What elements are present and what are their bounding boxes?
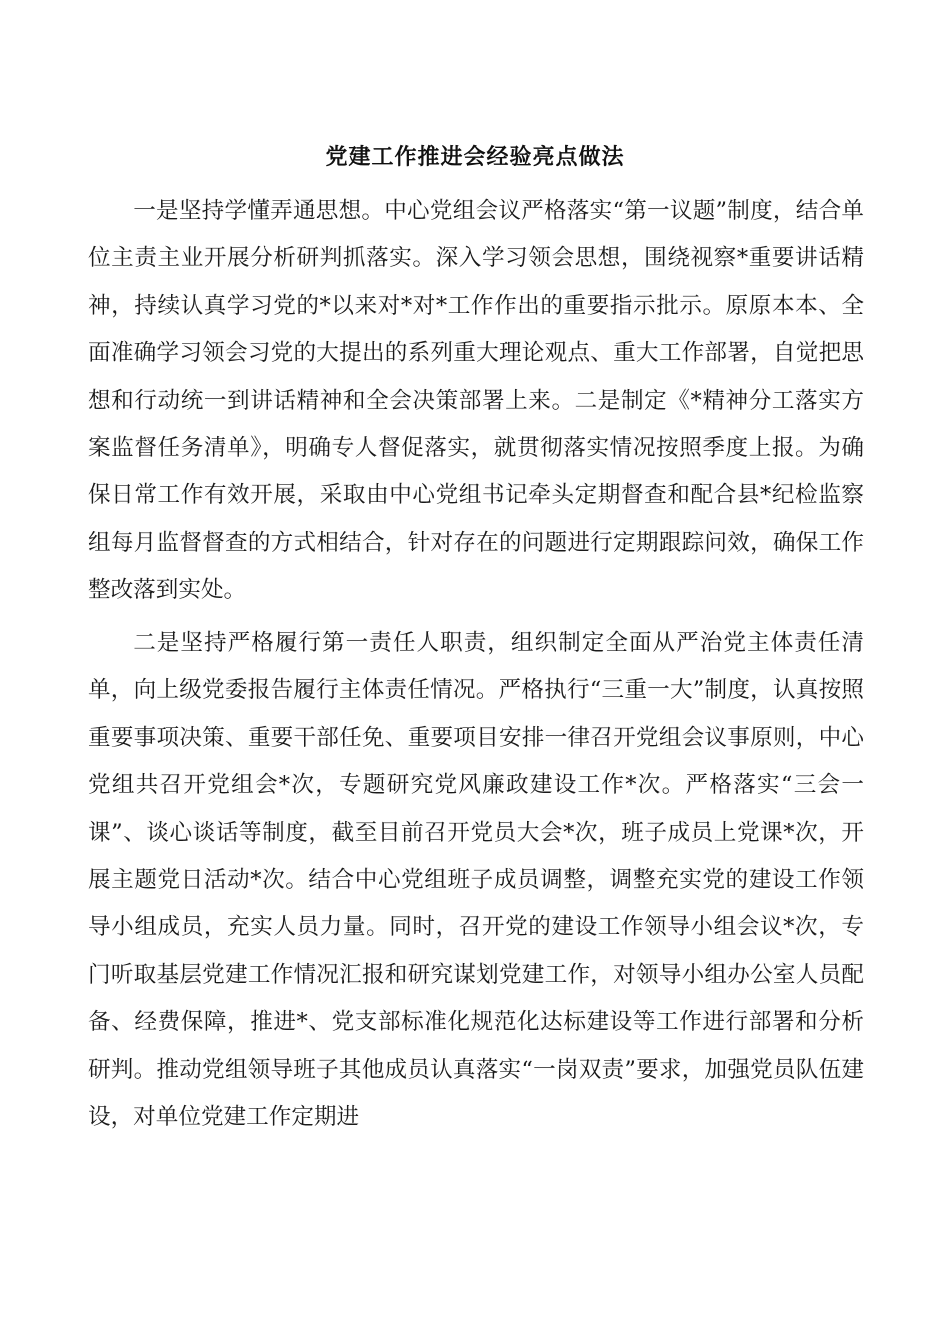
paragraph-1: 一是坚持学懂弄通思想。中心党组会议严格落实“第一议题”制度，结合单位主责主业开展分析研判抓落实。深入学习领会思想，围绕视察*重要讲话精神，持续认真学习党的*以来对*对*工作作出的重要指示批示。原原本本、全面准确学习领会习党的大提出的系列重大理论观点、重大工作部署，自觉把思想和行动统一到讲话精神和全会决策部署上来。二是制定《*精神分工落实方案监督任务清单》，明确专人督促落实，就贯彻落实情况按照季度上报。为确保日常工作有效开展，采取由中心党组书记牵头定期督查和配合县*纪检监察组每月监督督查的方式相结合，针对存在的问题进行定期跟踪问效，确保工作整改落到实处。 [88,198,864,604]
paragraph-2: 二是坚持严格履行第一责任人职责，组织制定全面从严治党主体责任清单，向上级党委报告履行主体责任情况。严格执行“三重一大”制度，认真按照重要事项决策、重要干部任免、重要项目安排一律召开党组会议事原则，中心党组共召开党组会*次，专题研究党风廉政建设工作*次。严格落实“三会一课”、谈心谈话等制度，截至目前召开党员大会*次，班子成员上党课*次，开展主题党日活动*次。结合中心党组班子成员调整，调整充实党的建设工作领导小组成员，充实人员力量。同时，召开党的建设工作领导小组会议*次，专门听取基层党建工作情况汇报和研究谋划党建工作，对领导小组办公室人员配备、经费保障，推进*、党支部标准化规范化达标建设等工作进行部署和分析研判。推动党组领导班子其他成员认真落实“一岗双责”要求，加强党员队伍建设，对单位党建工作定期进 [88,630,864,1131]
document-title: 党建工作推进会经验亮点做法 [325,144,625,170]
